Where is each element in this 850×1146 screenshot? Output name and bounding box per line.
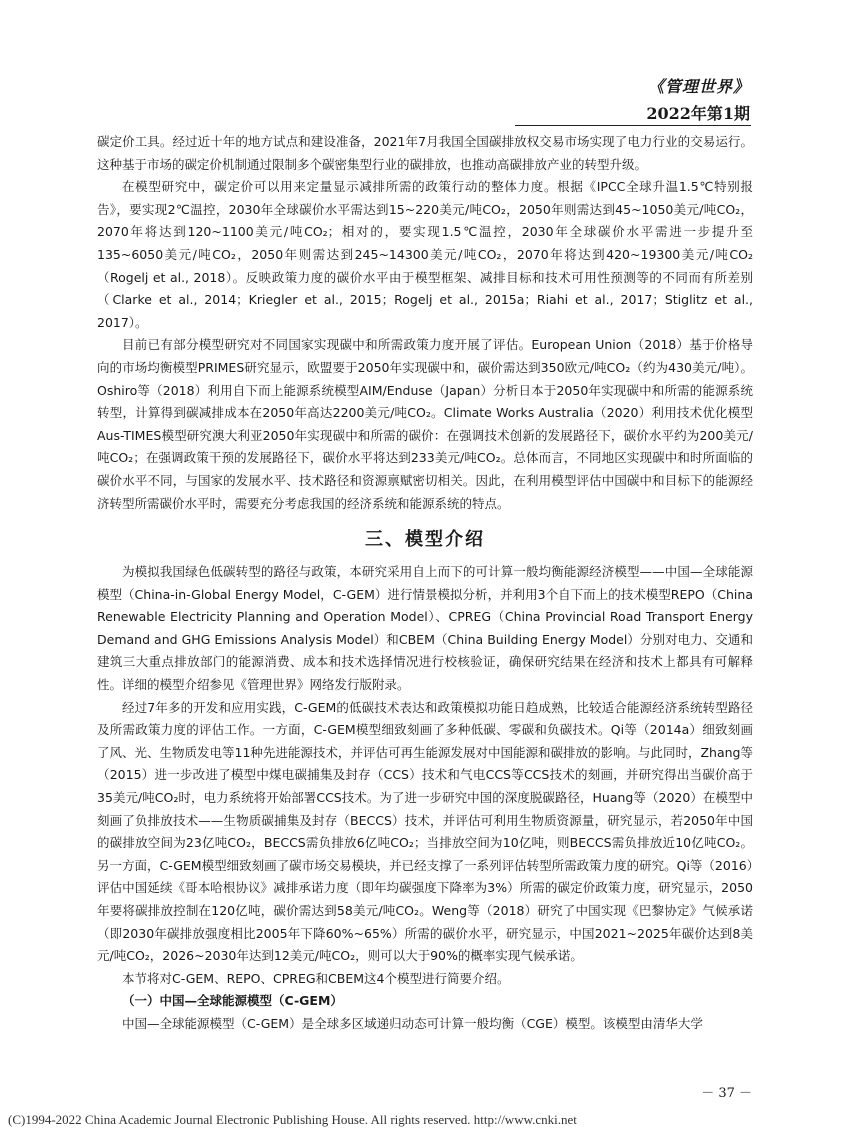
- paragraph: 中国—全球能源模型（C-GEM）是全球多区域递归动态可计算一般均衡（CGE）模型。该模型由清华大学: [122, 1015, 703, 1031]
- paragraph: 在模型研究中，碳定价可以用来定量显示减排所需的政策行动的整体力度。根据《IPCC全球升温1.5℃特别报告》，要实现2℃温控，2030年全球碳价水平需达到15~220美元/吨CO₂，2050年则需达到45~1050美元/吨CO₂，2070年将达到120~1100美元/吨CO₂；相对的，要实现1.5℃温控，2030年全球碳价水平需进一步提升至135~6050美元/吨CO₂，2050年则需达到245~14300美元/吨CO₂，2070年将达到420~19300美元/吨CO₂（Rogelj et al., 2018）。反映政策力度的碳价水平由于模型框架、减排目标和技术可用性预测等的不同而有所差别（Clarke et al., 2014；Kriegler et al., 2015；Rogelj et al., 2015a；Riahi et al., 2017；Stiglitz et al., 2017）。: [97, 179, 753, 330]
- paragraph: 本节将对C-GEM、REPO、CPREG和CBEM这4个模型进行简要介绍。: [122, 970, 510, 986]
- paragraph: 为模拟我国绿色低碳转型的路径与政策，本研究采用自上而下的可计算一般均衡能源经济模型——中国—全球能源模型（China-in-Global Energy Model，C-GEM）进行情景模拟分析，并利用3个自下而上的技术模型REPO（China Renewable Electricity Planning and Operation Model）、CPREG（China Provincial Road Transport Energy Demand and GHG Emissions Analysis Model）和CBEM（China Building Energy Model）分别对电力、交通和建筑三大重点排放部门的能源消费、成本和技术选择情况进行校核验证，确保研究结果在经济和技术上都具有可解释性。详细的模型介绍参见《管理世界》网络发行版附录。: [97, 564, 753, 693]
- article-body: [97, 131, 753, 1036]
- paragraph: 经过7年多的开发和应用实践，C-GEM的低碳技术表达和政策模拟功能日趋成熟，比较适合能源经济系统转型路径及所需政策力度的评估工作。一方面，C-GEM模型细致刻画了多种低碳、零碳和负碳技术。Qi等（2014a）细致刻画了风、光、生物质发电等11种先进能源技术，并评估可再生能源发展对中国能源和碳排放的影响。与此同时，Zhang等（2015）进一步改进了模型中煤电碳捕集及封存（CCS）技术和气电CCS等CCS技术的刻画，并研究得出当碳价高于35美元/吨CO₂时，电力系统将开始部署CCS技术。为了进一步研究中国的深度脱碳路径，Huang等（2020）在模型中刻画了负排放技术——生物质碳捕集及封存（BECCS）技术，并评估可利用生物质资源量，研究显示，若2050年中国的碳排放空间为23亿吨CO₂，BECCS需负排放6亿吨CO₂；当排放空间为10亿吨，则BECCS需负排放近10亿吨CO₂。另一方面，C-GEM模型细致刻画了碳市场交易模块，并已经支撑了一系列评估转型所需政策力度的研究。Qi等（2016）评估中国延续《哥本哈根协议》减排承诺力度（即年均碳强度下降率为3%）所需的碳定价政策力度，研究显示，2050年要将碳排放控制在120亿吨，碳价需达到58美元/吨CO₂。Weng等（2018）研究了中国实现《巴黎协定》气候承诺（即2030年碳排放强度相比2005年下降60%~65%）所需的碳价水平，研究显示，中国2021~2025年碳价达到8美元/吨CO₂，2026~2030年达到12美元/吨CO₂，则可以大于90%的概率实现气候承诺。: [97, 699, 753, 964]
- journal-name: 《管理世界》: [647, 77, 750, 96]
- header-divider: [515, 125, 751, 126]
- issue-number: 2022年第1期: [646, 104, 750, 123]
- page-number: － 37 －: [701, 1086, 752, 1101]
- paragraph: 碳定价工具。经过近十年的地方试点和建设准备，2021年7月我国全国碳排放权交易市场实现了电力行业的交易运行。这种基于市场的碳定价机制通过限制多个碳密集型行业的碳排放，也推动高碳排放产业的转型升级。: [97, 134, 753, 172]
- section-title: 三、模型介绍: [365, 529, 485, 551]
- copyright-footer: (C)1994-2022 China Academic Journal Electronic Publishing House. All rights reserved. http://www.cnki.net: [8, 1112, 577, 1127]
- subsection-title: （一）中国—全球能源模型（C-GEM）: [122, 993, 343, 1009]
- paragraph: 目前已有部分模型研究对不同国家实现碳中和所需政策力度开展了评估。European Union（2018）基于价格导向的市场均衡模型PRIMES研究显示，欧盟要于2050年实现碳中和，碳价需达到350欧元/吨CO₂（约为430美元/吨）。Oshiro等（2018）利用自下而上能源系统模型AIM/Enduse（Japan）分析日本于2050年实现碳中和所需的能源系统转型，计算得到碳减排成本在2050年高达2200美元/吨CO₂。Climate Works Australia（2020）利用技术优化模型Aus-TIMES模型研究澳大利亚2050年实现碳中和所需的碳价：在强调技术创新的发展路径下，碳价水平约为200美元/吨CO₂；在强调政策干预的发展路径下，碳价水平将达到233美元/吨CO₂。总体而言，不同地区实现碳中和时所面临的碳价水平不同，与国家的发展水平、技术路径和资源禀赋密切相关。因此，在利用模型评估中国碳中和目标下的能源经济转型所需碳价水平时，需要充分考虑我国的经济系统和能源系统的特点。: [97, 337, 753, 511]
